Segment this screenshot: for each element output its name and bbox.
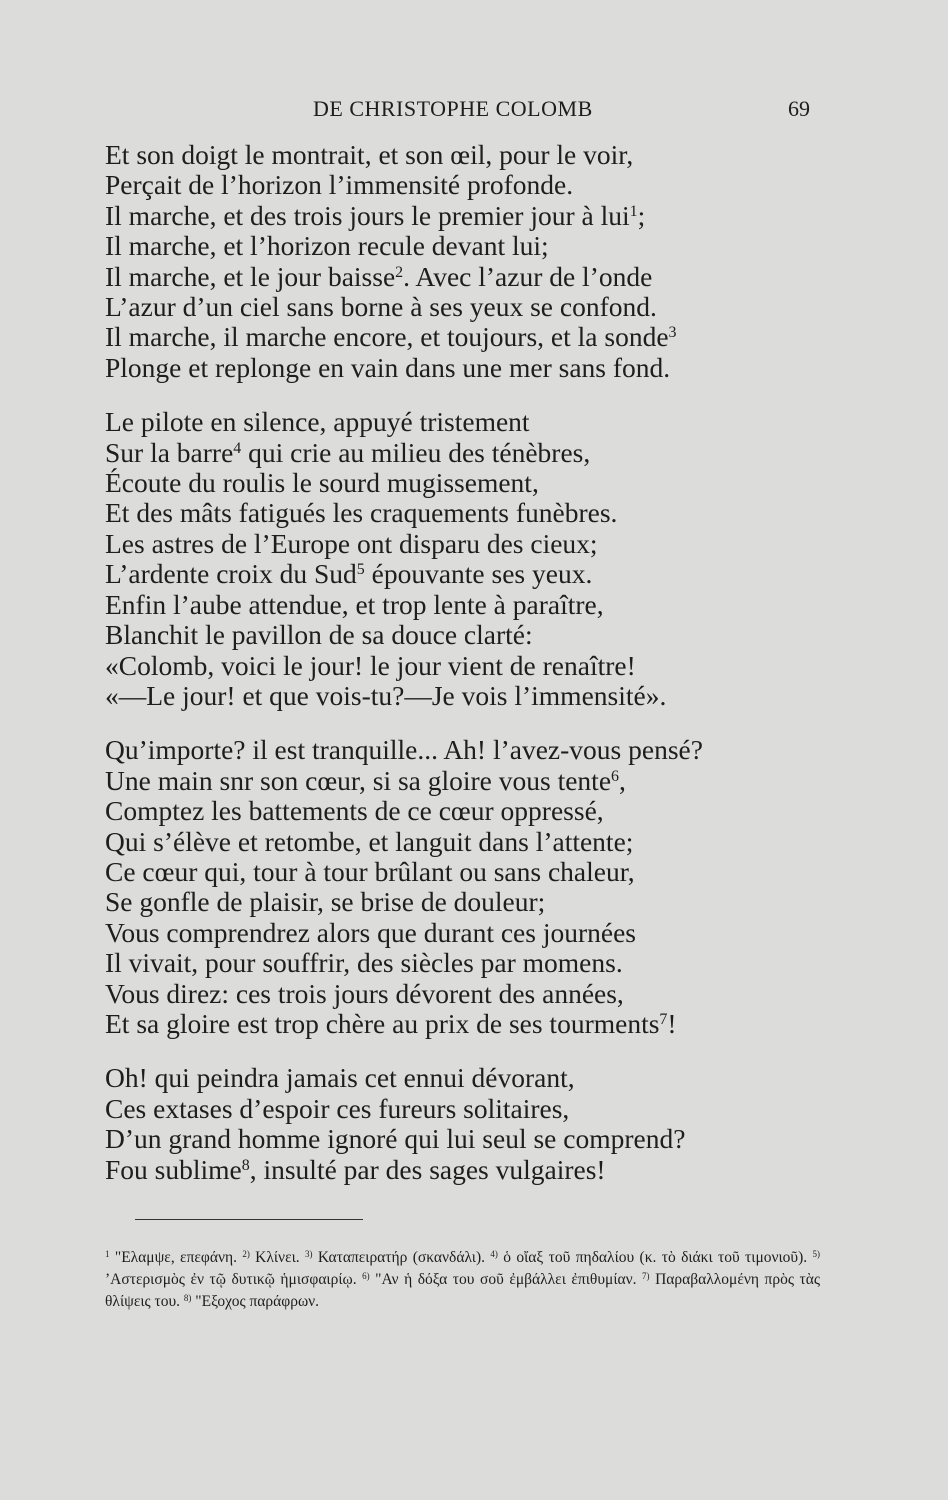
footnote-number: 7) bbox=[642, 1271, 650, 1282]
verse-text: L’ardente croix du Sud bbox=[105, 558, 357, 590]
verse-line bbox=[105, 796, 825, 826]
verse-text: D’un grand homme ignoré qui lui seul se comprend? bbox=[105, 1123, 686, 1155]
footnote-marker: 7 bbox=[659, 1011, 668, 1029]
verse-text: Plonge et replonge en vain dans une mer sans fond. bbox=[105, 351, 671, 383]
verse-text: Qui s’élève et retombe, et languit dans l’attente; bbox=[105, 825, 634, 857]
verse-text: Et son doigt le montrait, et son œil, pour le voir, bbox=[105, 139, 634, 170]
verse-text: Écoute du roulis le sourd mugissement, bbox=[105, 467, 539, 499]
verse-text: Vous comprendrez alors que durant ces journées bbox=[105, 916, 636, 948]
verse-text-after-marker: qui crie au milieu des ténèbres, bbox=[241, 436, 591, 468]
stanza bbox=[105, 1063, 825, 1185]
verse-text: L’azur d’un ciel sans borne à ses yeux se confond. bbox=[105, 291, 657, 323]
stanza bbox=[105, 735, 825, 1039]
verse-line bbox=[105, 620, 825, 650]
verse-text: Il marche, et des trois jours le premier jour à lui bbox=[105, 199, 630, 231]
footnote-marker: 6 bbox=[611, 767, 619, 785]
verse-text: Et des mâts fatigués les craquements funèbres. bbox=[105, 497, 618, 529]
verse-text: Comptez les battements de ce cœur oppressé, bbox=[105, 795, 604, 827]
poem-body bbox=[105, 140, 825, 1185]
verse-text: Vous direz: ces trois jours dévorent des années, bbox=[105, 977, 624, 1009]
verse-line bbox=[105, 1063, 825, 1093]
verse-line bbox=[105, 262, 825, 292]
verse-text: Enfin l’aube attendue, et trop lente à paraître, bbox=[105, 588, 604, 620]
verse-text: Et sa gloire est trop chère au prix de ses tourments bbox=[105, 1007, 660, 1039]
verse-text: Il vivait, pour souffrir, des siècles par momens. bbox=[105, 947, 623, 979]
footnote-text: ’Αστερισμὸς ἐν τῷ δυτικῷ ἡμισφαιρίῳ. bbox=[105, 1271, 363, 1288]
footnote-marker: 1 bbox=[629, 203, 638, 221]
verse-line bbox=[105, 918, 825, 948]
verse-line bbox=[105, 407, 825, 437]
verse-text: Le pilote en silence, appuyé tristement bbox=[105, 406, 530, 438]
verse-line bbox=[105, 322, 825, 352]
stanza bbox=[105, 140, 825, 383]
verse-line bbox=[105, 857, 825, 887]
verse-line bbox=[105, 1124, 825, 1154]
verse-text-after-marker: ! bbox=[667, 1007, 677, 1039]
footnote-text: Παραβαλλομένη πρὸς τὰς θλίψεις του. bbox=[105, 1271, 820, 1310]
footnote-text: Καταπειρατήρ (σκανδάλι). bbox=[312, 1249, 491, 1266]
footnote-number: 2) bbox=[242, 1249, 250, 1260]
verse-line bbox=[105, 292, 825, 322]
verse-text: «—Le jour! et que vois-tu?—Je vois l’immensité». bbox=[105, 679, 667, 711]
verse-text: Oh! qui peindra jamais cet ennui dévorant, bbox=[105, 1062, 575, 1094]
verse-line bbox=[105, 201, 825, 231]
verse-line bbox=[105, 766, 825, 796]
verse-line bbox=[105, 681, 825, 711]
verse-line bbox=[105, 498, 825, 528]
footnote-text: "Εξοχος παράφρων. bbox=[191, 1293, 320, 1310]
verse-text: Il marche, il marche encore, et toujours, et la sonde bbox=[105, 321, 669, 353]
verse-text: Perçait de l’horizon l’immensité profonde. bbox=[105, 169, 574, 201]
footnote-marker: 8 bbox=[241, 1156, 250, 1174]
footnote-number: 5) bbox=[812, 1249, 820, 1260]
verse-text: Ces extases d’espoir ces fureurs solitaires, bbox=[105, 1092, 570, 1124]
verse-line bbox=[105, 231, 825, 261]
stanza bbox=[105, 407, 825, 711]
page-number: 69 bbox=[788, 96, 810, 121]
footnote-number: 1 bbox=[105, 1249, 110, 1260]
verse-line bbox=[105, 353, 825, 383]
verse-text: Une main snr son cœur, si sa gloire vous tente bbox=[105, 764, 612, 796]
footnote-marker: 4 bbox=[233, 439, 242, 457]
running-head: DE CHRISTOPHE COLOMB bbox=[313, 96, 593, 121]
footnote-marker: 5 bbox=[356, 561, 365, 579]
verse-text-after-marker: ; bbox=[637, 199, 646, 231]
footnote-text: "Ελαμψε, επεφάνη. bbox=[109, 1249, 243, 1266]
verse-text: «Colomb, voici le jour! le jour vient de renaître! bbox=[105, 649, 636, 681]
verse-line bbox=[105, 590, 825, 620]
verse-text: Il marche, et le jour baisse bbox=[105, 260, 396, 292]
verse-line bbox=[105, 438, 825, 468]
footnote-number: 8) bbox=[183, 1293, 192, 1304]
verse-text: Ce cœur qui, tour à tour brûlant ou sans chaleur, bbox=[105, 855, 635, 887]
footnote-separator bbox=[135, 1219, 363, 1220]
footnote-number: 3) bbox=[305, 1249, 313, 1260]
verse-text-after-marker: . Avec l’azur de l’onde bbox=[403, 260, 653, 292]
footnotes bbox=[105, 1247, 820, 1313]
footnote-marker: 2 bbox=[395, 263, 404, 281]
verse-line bbox=[105, 1009, 825, 1039]
verse-line bbox=[105, 651, 825, 681]
footnote-text: Κλίνει. bbox=[249, 1249, 305, 1266]
verse-line bbox=[105, 140, 825, 170]
verse-line bbox=[105, 979, 825, 1009]
verse-text-after-marker: , insulté par des sages vulgaires! bbox=[249, 1153, 606, 1185]
verse-text: Se gonfle de plaisir, se brise de douleur; bbox=[105, 886, 546, 918]
footnote-number: 4) bbox=[490, 1249, 498, 1260]
verse-text: Sur la barre bbox=[105, 436, 234, 468]
verse-line bbox=[105, 948, 825, 978]
footnote-text: ὁ οἴαξ τοῦ πηδαλίου (κ. τὸ διάκι τοῦ τιμονιοῦ). bbox=[497, 1249, 813, 1266]
verse-line bbox=[105, 1094, 825, 1124]
page-header bbox=[105, 96, 810, 128]
footnote-text: "Αν ἡ δόξα του σοῦ ἐμβάλλει ἐπιθυμίαν. bbox=[369, 1271, 643, 1288]
verse-text: Qu’importe? il est tranquille... Ah! l’avez-vous pensé? bbox=[105, 734, 703, 766]
verse-line bbox=[105, 1155, 825, 1185]
verse-line bbox=[105, 735, 825, 765]
footnote-number: 6) bbox=[362, 1271, 370, 1282]
verse-line bbox=[105, 827, 825, 857]
verse-text: Les astres de l’Europe ont disparu des cieux; bbox=[105, 527, 598, 559]
verse-text: Fou sublime bbox=[105, 1153, 242, 1185]
verse-line bbox=[105, 468, 825, 498]
verse-text: Il marche, et l’horizon recule devant lui; bbox=[105, 230, 549, 262]
verse-line bbox=[105, 170, 825, 200]
footnote-marker: 3 bbox=[668, 324, 677, 342]
verse-text: Blanchit le pavillon de sa douce clarté: bbox=[105, 619, 533, 651]
verse-line bbox=[105, 529, 825, 559]
verse-text-after-marker: , bbox=[619, 764, 626, 796]
verse-line bbox=[105, 887, 825, 917]
verse-text-after-marker: épouvante ses yeux. bbox=[364, 558, 593, 590]
verse-line bbox=[105, 559, 825, 589]
